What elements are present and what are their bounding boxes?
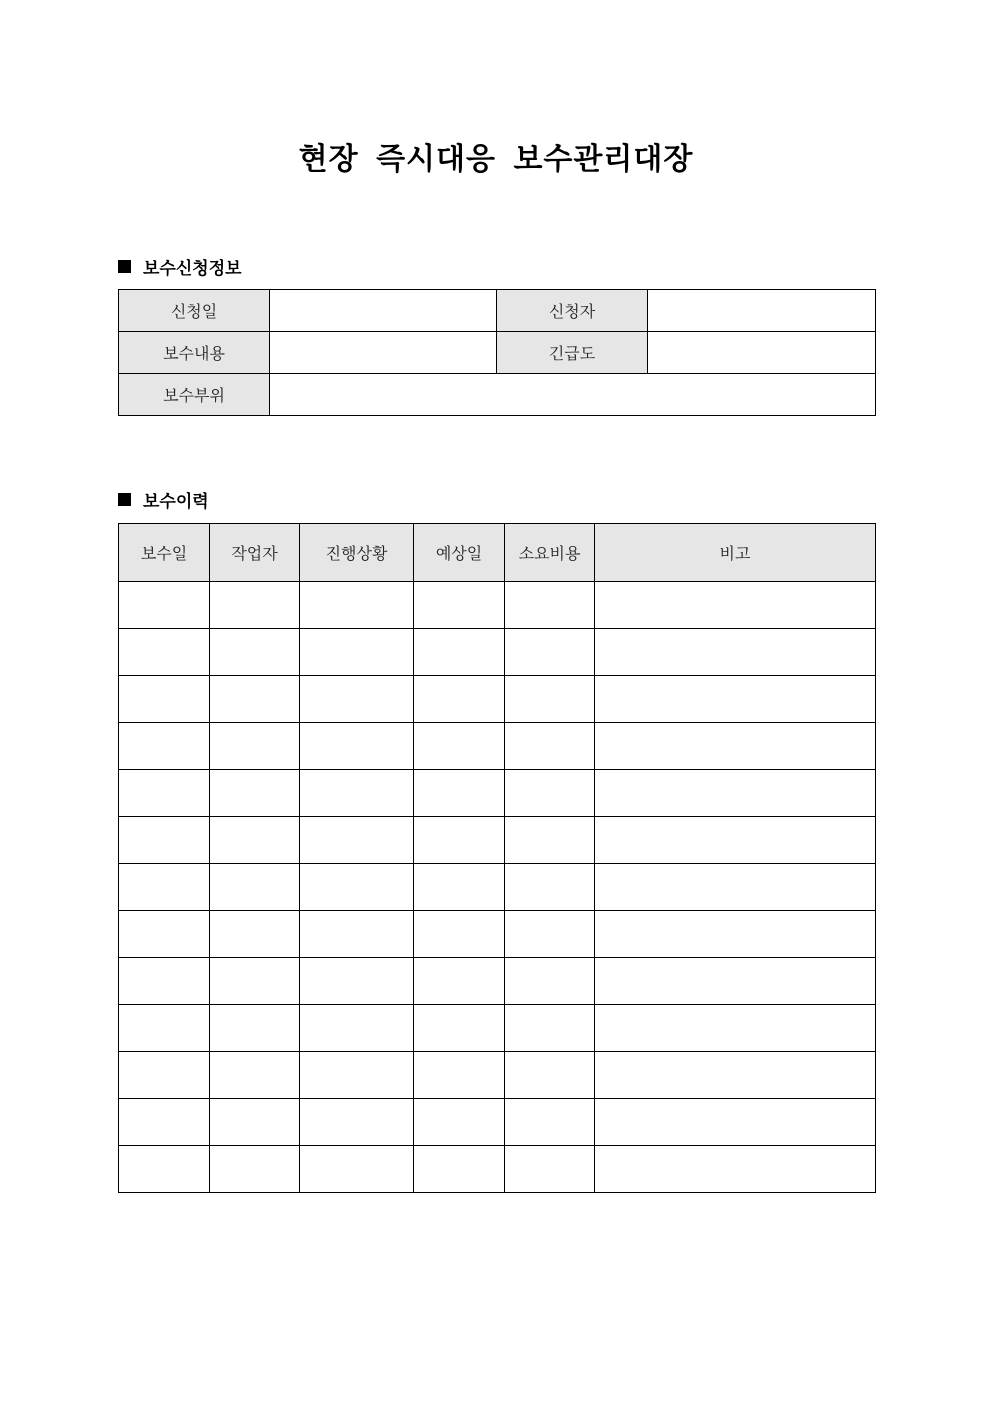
table-row [119,582,876,629]
table-row [119,958,876,1005]
remarks-cell[interactable] [595,958,876,1005]
progress-cell[interactable] [300,1052,414,1099]
worker-cell[interactable] [210,1099,300,1146]
repair-date-cell[interactable] [119,582,210,629]
cost-cell[interactable] [505,911,595,958]
section-heading-label: 보수이력 [143,492,209,512]
cost-cell[interactable] [505,1005,595,1052]
location-field[interactable] [270,374,876,416]
applicant-field[interactable] [648,290,876,332]
worker-cell[interactable] [210,1005,300,1052]
expected-date-cell[interactable] [414,582,505,629]
section-heading-label: 보수신청정보 [143,259,242,279]
apply-date-field[interactable] [270,290,497,332]
worker-cell[interactable] [210,1052,300,1099]
repair-date-cell[interactable] [119,629,210,676]
table-row [119,864,876,911]
expected-date-cell[interactable] [414,817,505,864]
progress-cell[interactable] [300,1099,414,1146]
table-row [119,1146,876,1193]
worker-cell[interactable] [210,817,300,864]
remarks-cell[interactable] [595,770,876,817]
remarks-cell[interactable] [595,817,876,864]
content-label: 보수내용 [119,332,270,374]
history-body [119,582,876,1193]
apply-date-label: 신청일 [119,290,270,332]
table-row [119,723,876,770]
column-header-worker: 작업자 [210,524,300,582]
request-info-table [118,289,876,416]
expected-date-cell[interactable] [414,770,505,817]
progress-cell[interactable] [300,723,414,770]
remarks-cell[interactable] [595,1099,876,1146]
repair-date-cell[interactable] [119,958,210,1005]
worker-cell[interactable] [210,864,300,911]
repair-history-table [118,523,876,1193]
urgency-label: 긴급도 [497,332,648,374]
worker-cell[interactable] [210,770,300,817]
table-row [119,911,876,958]
worker-cell[interactable] [210,723,300,770]
cost-cell[interactable] [505,629,595,676]
page-title: 현장 즉시대응 보수관리대장 [298,142,694,177]
remarks-cell[interactable] [595,582,876,629]
worker-cell[interactable] [210,629,300,676]
table-row [119,374,876,416]
cost-cell[interactable] [505,864,595,911]
expected-date-cell[interactable] [414,629,505,676]
repair-date-cell[interactable] [119,911,210,958]
expected-date-cell[interactable] [414,1005,505,1052]
cost-cell[interactable] [505,582,595,629]
expected-date-cell[interactable] [414,1052,505,1099]
column-header-repair-date: 보수일 [119,524,210,582]
urgency-field[interactable] [648,332,876,374]
progress-cell[interactable] [300,958,414,1005]
worker-cell[interactable] [210,676,300,723]
content-field[interactable] [270,332,497,374]
table-row [119,1005,876,1052]
cost-cell[interactable] [505,958,595,1005]
remarks-cell[interactable] [595,1005,876,1052]
table-row [119,770,876,817]
cost-cell[interactable] [505,770,595,817]
cost-cell[interactable] [505,723,595,770]
expected-date-cell[interactable] [414,864,505,911]
progress-cell[interactable] [300,582,414,629]
section-heading-request-info [118,254,242,279]
expected-date-cell[interactable] [414,1099,505,1146]
column-header-remarks: 비고 [595,524,876,582]
progress-cell[interactable] [300,1146,414,1193]
table-row [119,290,876,332]
cost-cell[interactable] [505,676,595,723]
worker-cell[interactable] [210,958,300,1005]
repair-date-cell[interactable] [119,723,210,770]
cost-cell[interactable] [505,1052,595,1099]
cost-cell[interactable] [505,817,595,864]
column-header-expected-date: 예상일 [414,524,505,582]
remarks-cell[interactable] [595,864,876,911]
repair-date-cell[interactable] [119,676,210,723]
repair-date-cell[interactable] [119,817,210,864]
worker-cell[interactable] [210,582,300,629]
progress-cell[interactable] [300,817,414,864]
column-header-progress: 진행상황 [300,524,414,582]
repair-date-cell[interactable] [119,1005,210,1052]
repair-date-cell[interactable] [119,770,210,817]
cost-cell[interactable] [505,1099,595,1146]
square-bullet-icon [118,260,131,273]
worker-cell[interactable] [210,1146,300,1193]
progress-cell[interactable] [300,1005,414,1052]
section-heading-history [118,487,209,512]
table-row [119,676,876,723]
applicant-label: 신청자 [497,290,648,332]
table-row [119,1099,876,1146]
progress-cell[interactable] [300,629,414,676]
expected-date-cell[interactable] [414,676,505,723]
worker-cell[interactable] [210,911,300,958]
repair-date-cell[interactable] [119,864,210,911]
progress-cell[interactable] [300,864,414,911]
location-label: 보수부위 [119,374,270,416]
square-bullet-icon [118,493,131,506]
table-row [119,332,876,374]
expected-date-cell[interactable] [414,723,505,770]
expected-date-cell[interactable] [414,958,505,1005]
expected-date-cell[interactable] [414,911,505,958]
column-header-cost: 소요비용 [505,524,595,582]
remarks-cell[interactable] [595,629,876,676]
repair-date-cell[interactable] [119,1052,210,1099]
cost-cell[interactable] [505,1146,595,1193]
table-row [119,1052,876,1099]
remarks-cell[interactable] [595,723,876,770]
progress-cell[interactable] [300,911,414,958]
remarks-cell[interactable] [595,1052,876,1099]
progress-cell[interactable] [300,676,414,723]
table-row [119,629,876,676]
progress-cell[interactable] [300,770,414,817]
table-header-row [119,524,876,582]
repair-date-cell[interactable] [119,1146,210,1193]
remarks-cell[interactable] [595,676,876,723]
remarks-cell[interactable] [595,911,876,958]
remarks-cell[interactable] [595,1146,876,1193]
table-row [119,817,876,864]
expected-date-cell[interactable] [414,1146,505,1193]
repair-date-cell[interactable] [119,1099,210,1146]
